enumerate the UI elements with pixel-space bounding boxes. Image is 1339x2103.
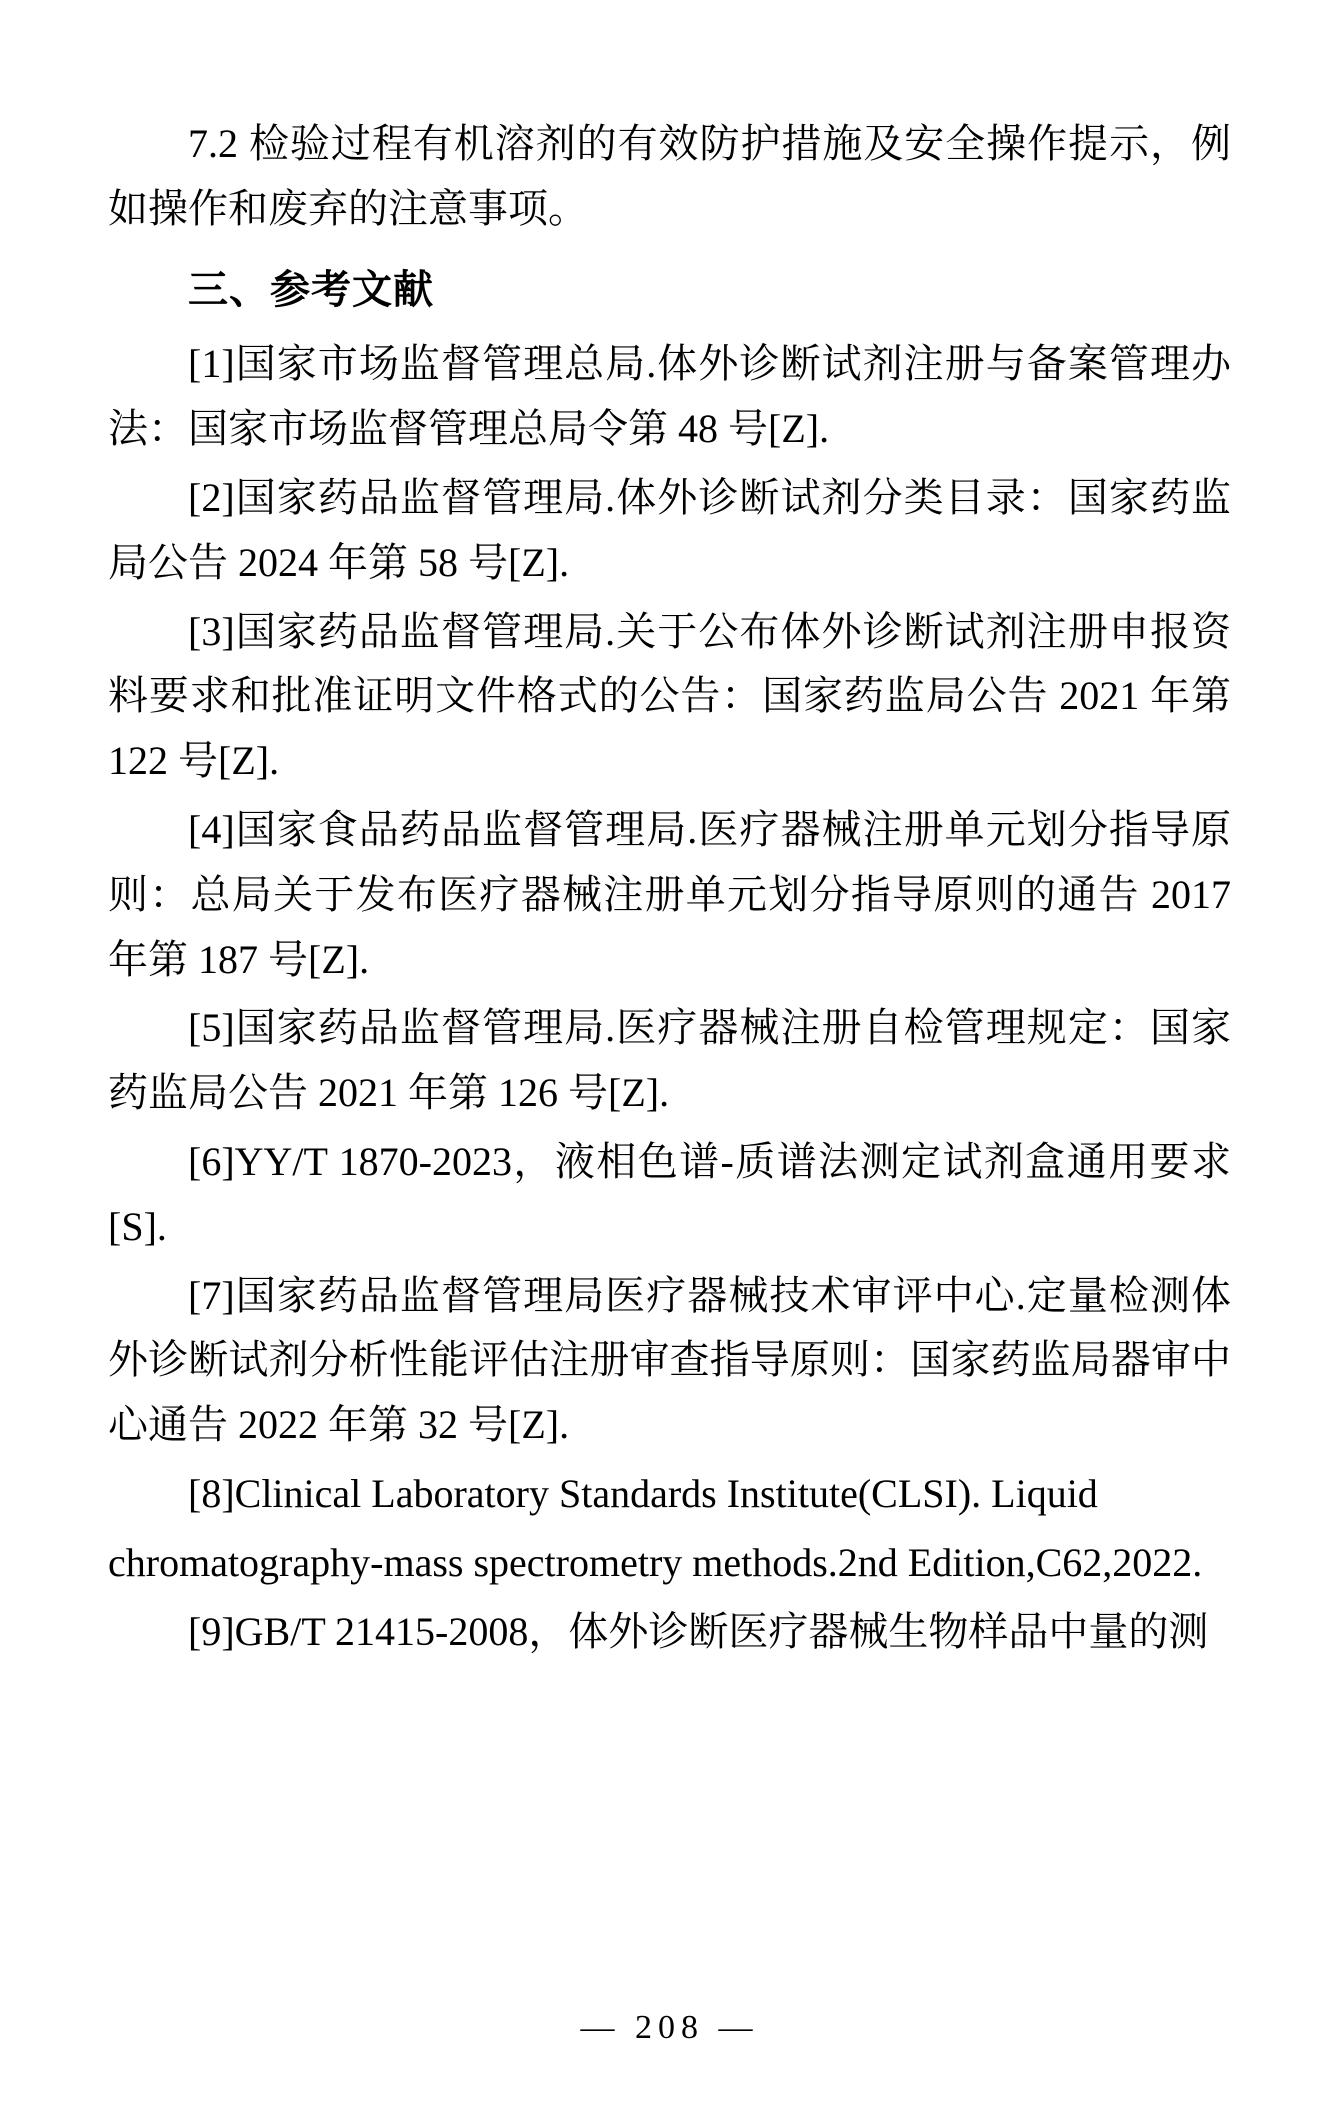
page-number: — 208 — <box>580 2009 759 2046</box>
section-heading-references: 三、参考文献 <box>188 266 434 312</box>
reference-item-8-line-2: chromatography-mass spectrometry methods.2nd Edition,C62,2022. <box>108 1539 1203 1585</box>
reference-item-5: [5]国家药品监督管理局.医疗器械注册自检管理规定：国家药监局公告 2021 年第 126 号[Z]. <box>108 1005 1231 1116</box>
reference-item-6: [6]YY/T 1870-2023，液相色谱-质谱法测定试剂盒通用要求[S]. <box>108 1138 1231 1249</box>
reference-item-3: [3]国家药品监督管理局.关于公布体外诊断试剂注册申报资料要求和批准证明文件格式的公告：国家药监局公告 2021 年第 122 号[Z]. <box>108 608 1231 784</box>
reference-item-1: [1]国家市场监督管理总局.体外诊断试剂注册与备案管理办法：国家市场监督管理总局令第 48 号[Z]. <box>108 341 1231 452</box>
document-body <box>108 112 1231 1664</box>
reference-item-9: [9]GB/T 21415-2008，体外诊断医疗器械生物样品中量的测 <box>188 1608 1209 1654</box>
paragraph-7-2: 7.2 检验过程有机溶剂的有效防护措施及安全操作提示，例如操作和废弃的注意事项。 <box>108 121 1231 231</box>
reference-item-2: [2]国家药品监督管理局.体外诊断试剂分类目录：国家药监局公告 2024 年第 58 号[Z]. <box>108 474 1231 585</box>
reference-item-8-line-1: [8]Clinical Laboratory Standards Institute(CLSI). Liquid <box>188 1470 1098 1516</box>
reference-item-4: [4]国家食品药品监督管理局.医疗器械注册单元划分指导原则：总局关于发布医疗器械注册单元划分指导原则的通告 2017 年第 187 号[Z]. <box>108 806 1231 982</box>
reference-item-7: [7]国家药品监督管理局医疗器械技术审评中心.定量检测体外诊断试剂分析性能评估注册审查指导原则：国家药监局器审中心通告 2022 年第 32 号[Z]. <box>108 1272 1231 1448</box>
